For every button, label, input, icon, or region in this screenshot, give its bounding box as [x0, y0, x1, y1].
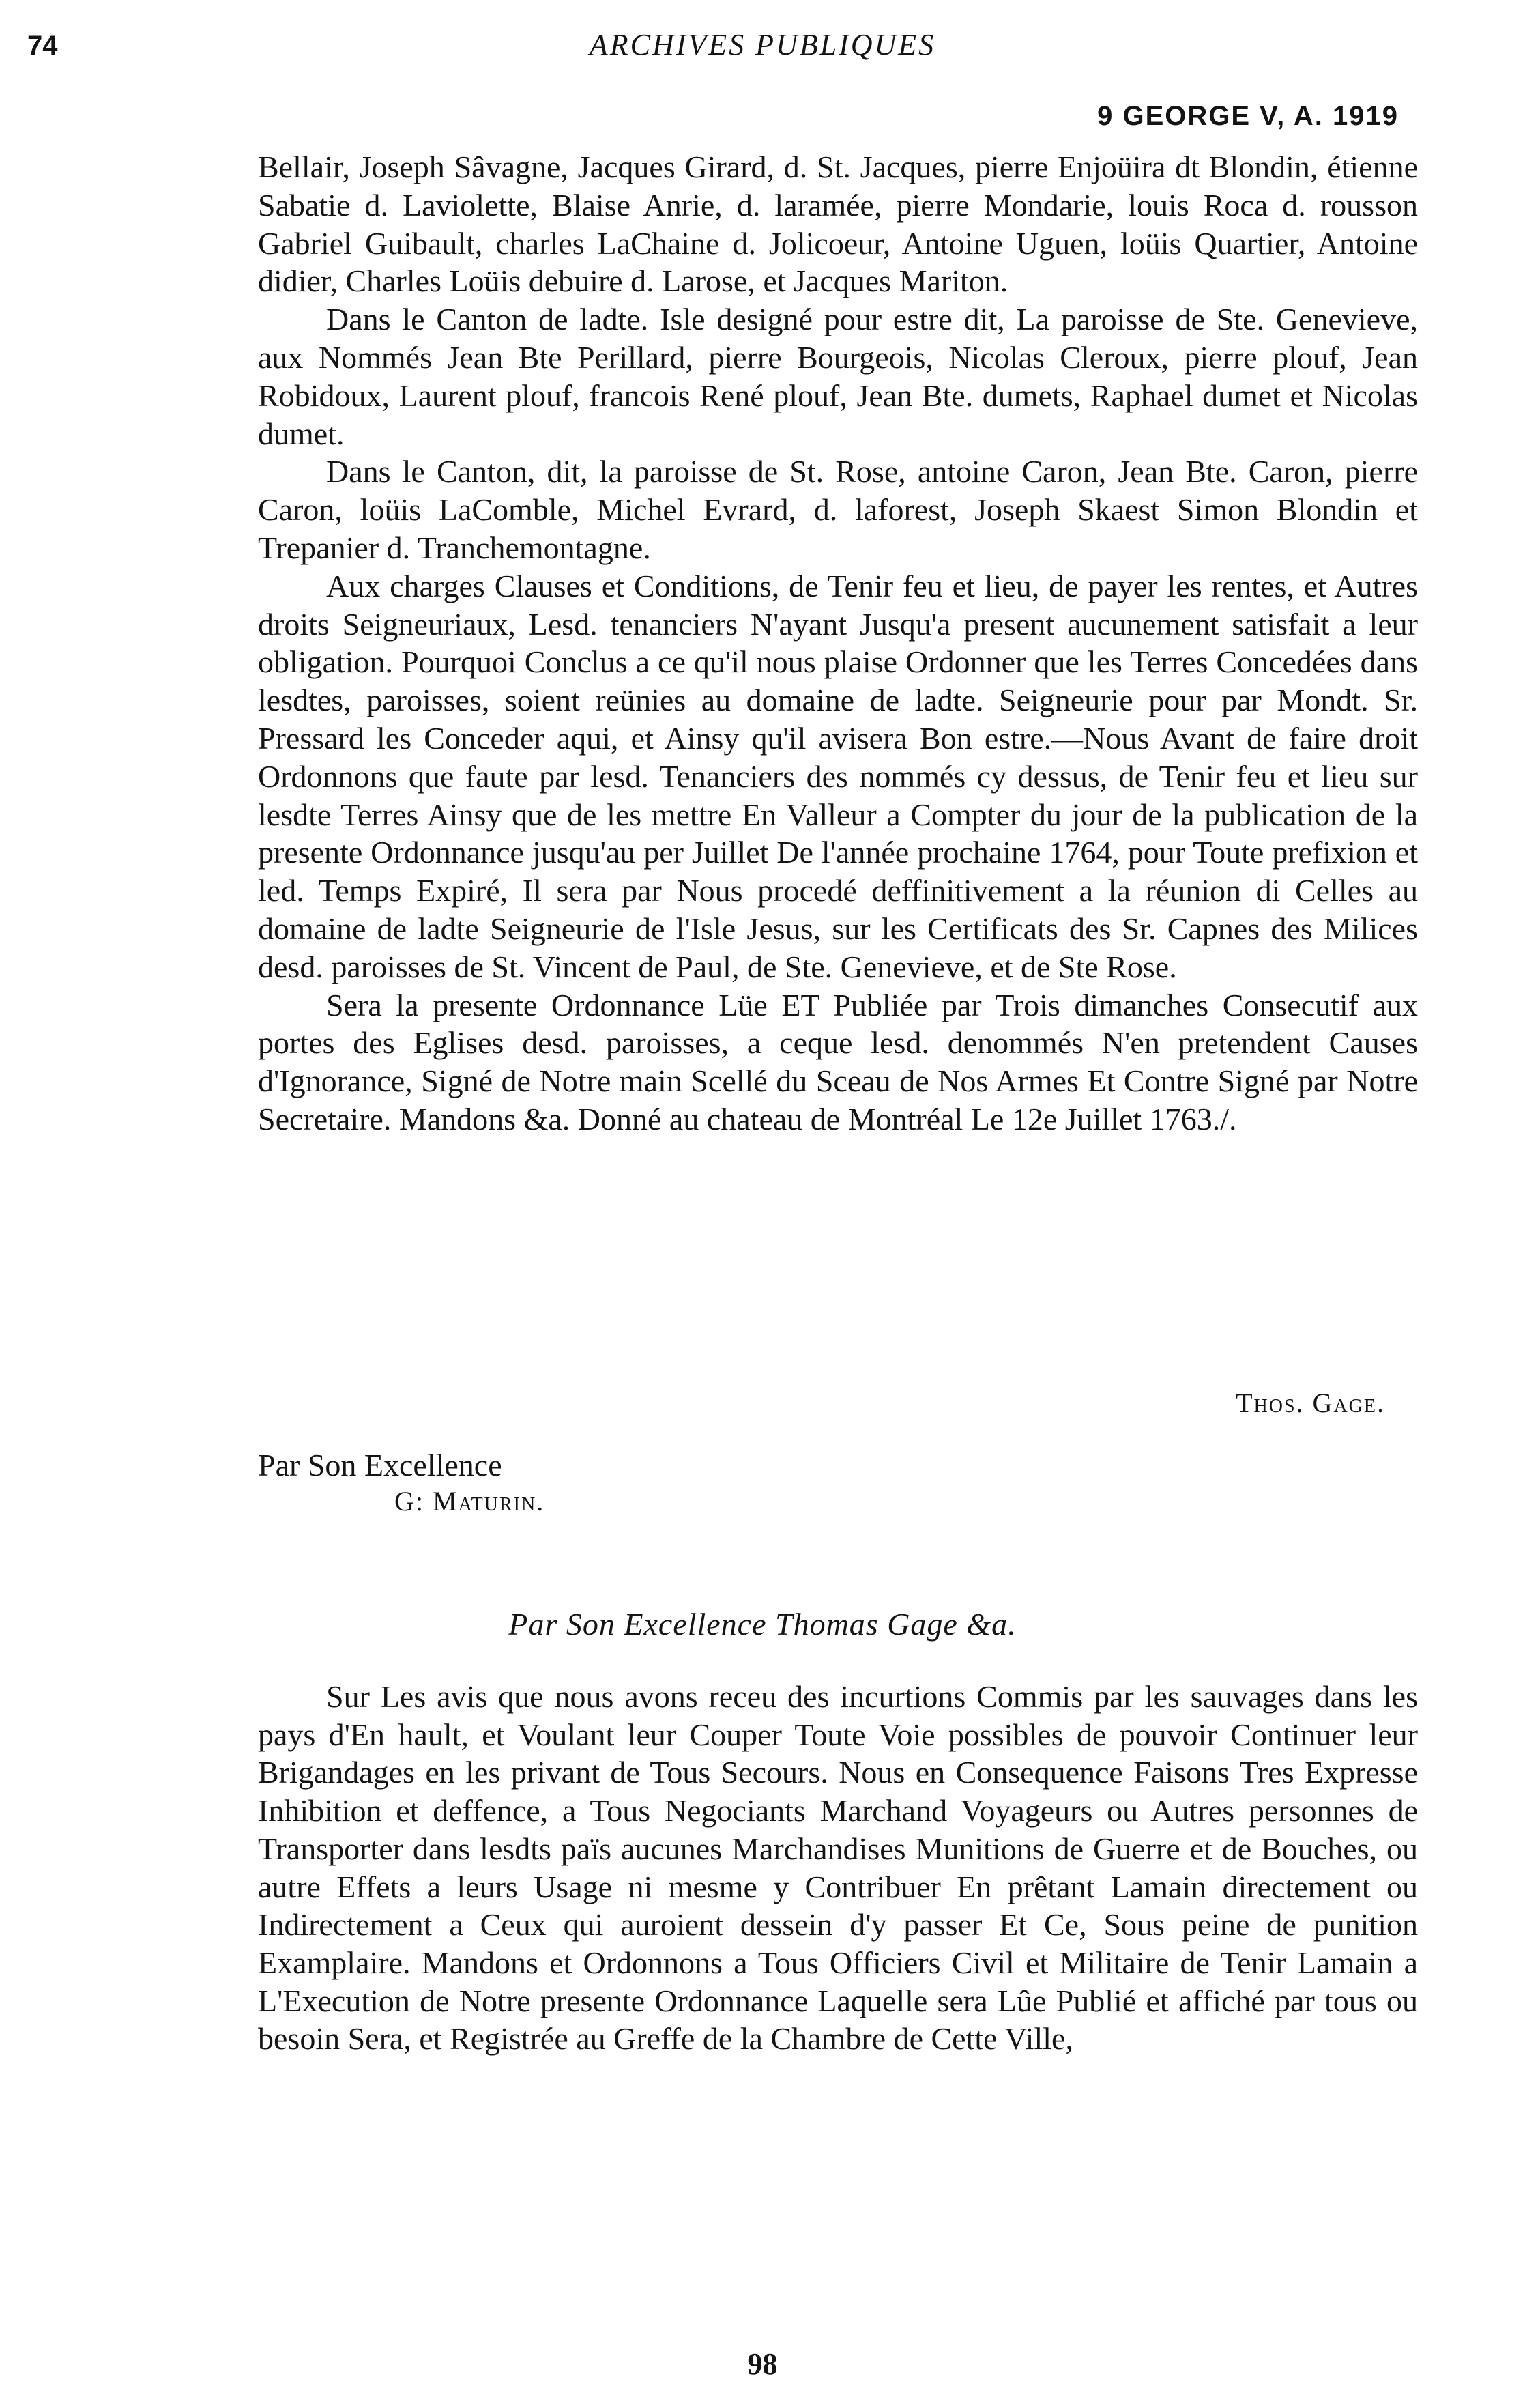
- ordinance-heading: Par Son Excellence Thomas Gage &a.: [508, 1607, 1017, 1642]
- folio-number: 98: [747, 2347, 778, 2381]
- ordinance-text: [258, 1678, 1418, 2058]
- body-text: [258, 148, 1418, 1138]
- page-number: 74: [27, 31, 58, 61]
- ordinance-paragraph: Sur Les avis que nous avons receu des incurtions Commis par les sauvages dans les pays d'En hault, et Voulant leur Couper Toute Voie possibles de pouvoir Continuer leur Brigandages en les privant de Tous Secours. Nous en Consequence Faisons Tres Expresse Inhibition et deffence, a Tous Negociants Marchand Voyageurs ou Autres personnes de Transporter dans lesdts païs aucunes Marchandises Munitions de Guerre et de Bouches, ou autre Effets a leurs Usage ni mesme y Contribuer En prêtant Lamain directement ou Indirectement a Ceux qui auroient dessein d'y passer Et Ce, Sous peine de punition Examplaire. Mandons et Ordonnons a Tous Officiers Civil et Militaire de Tenir Lamain a L'Execution de Notre presente Ordonnance Laquelle sera Lûe Publié et affiché par tous ou besoin Sera, et Registrée au Greffe de la Chambre de Cette Ville,: [258, 1679, 1418, 2056]
- paragraph-3: Dans le Canton, dit, la paroisse de St. Rose, antoine Caron, Jean Bte. Caron, pierre Caron, loüis LaComble, Michel Evrard, d. laforest, Joseph Skaest Simon Blondin et Trepanier d. Tranchemontagne.: [258, 454, 1418, 565]
- signature: Thos. Gage.: [1236, 1388, 1385, 1418]
- secretary-signature: G: Maturin.: [394, 1486, 545, 1517]
- paragraph-2: Dans le Canton de ladte. Isle designé pour estre dit, La paroisse de Ste. Genevieve, aux Nommés Jean Bte Perillard, pierre Bourgeois, Nicolas Cleroux, pierre plouf, Jean Robidoux, Laurent plouf, francois René plouf, Jean Bte. dumets, Raphael dumet et Nicolas dumet.: [258, 302, 1418, 451]
- paragraph-5: Sera la presente Ordonnance Lüe ET Publiée par Trois dimanches Consecutif aux portes des Eglises desd. paroisses, a ceque lesd. denommés N'en pretendent Causes d'Ignorance, Signé de Notre main Scellé du Sceau de Nos Armes Et Contre Signé par Notre Secretaire. Mandons &a. Donné au chateau de Montréal Le 12e Juillet 1763./.: [258, 987, 1418, 1136]
- paragraph-4: Aux charges Clauses et Conditions, de Tenir feu et lieu, de payer les rentes, et Autres droits Seigneuriaux, Lesd. tenanciers N'ayant Jusqu'a present aucunement satisfait a leur obligation. Pourquoi Conclus a ce qu'il nous plaise Ordonner que les Terres Concedées dans lesdtes, paroisses, soient reünies au domaine de ladte. Seigneurie pour par Mondt. Sr. Pressard les Conceder aqui, et Ainsy qu'il avisera Bon estre.—Nous Avant de faire droit Ordonnons que faute par lesd. Tenanciers des nommés cy dessus, de Tenir feu et lieu sur lesdte Terres Ainsy que de les mettre En Valleur a Compter du jour de la publication de la presente Ordonnance jusqu'au per Juillet De l'année prochaine 1764, pour Toute prefixion et led. Temps Expiré, Il sera par Nous procedé deffinitivement a la réunion di Celles au domaine de ladte Seigneurie de l'Isle Jesus, sur les Certificats des Sr. Capnes des Milices desd. paroisses de St. Vincent de Paul, de Ste. Genevieve, et de Ste Rose.: [258, 568, 1418, 984]
- session-label: 9 GEORGE V, A. 1919: [1097, 101, 1399, 131]
- paragraph-1: Bellair, Joseph Sâvagne, Jacques Girard, d. St. Jacques, pierre Enjoüira dt Blondin, étienne Sabatie d. Laviolette, Blaise Anrie, d. laramée, pierre Mondarie, louis Roca d. rousson Gabriel Guibault, charles LaChaine d. Jolicoeur, Antoine Uguen, loüis Quartier, Antoine didier, Charles Loüis debuire d. Larose, et Jacques Mariton.: [258, 149, 1418, 299]
- running-title: ARCHIVES PUBLIQUES: [589, 28, 936, 61]
- by-excellence-line: Par Son Excellence: [258, 1448, 502, 1482]
